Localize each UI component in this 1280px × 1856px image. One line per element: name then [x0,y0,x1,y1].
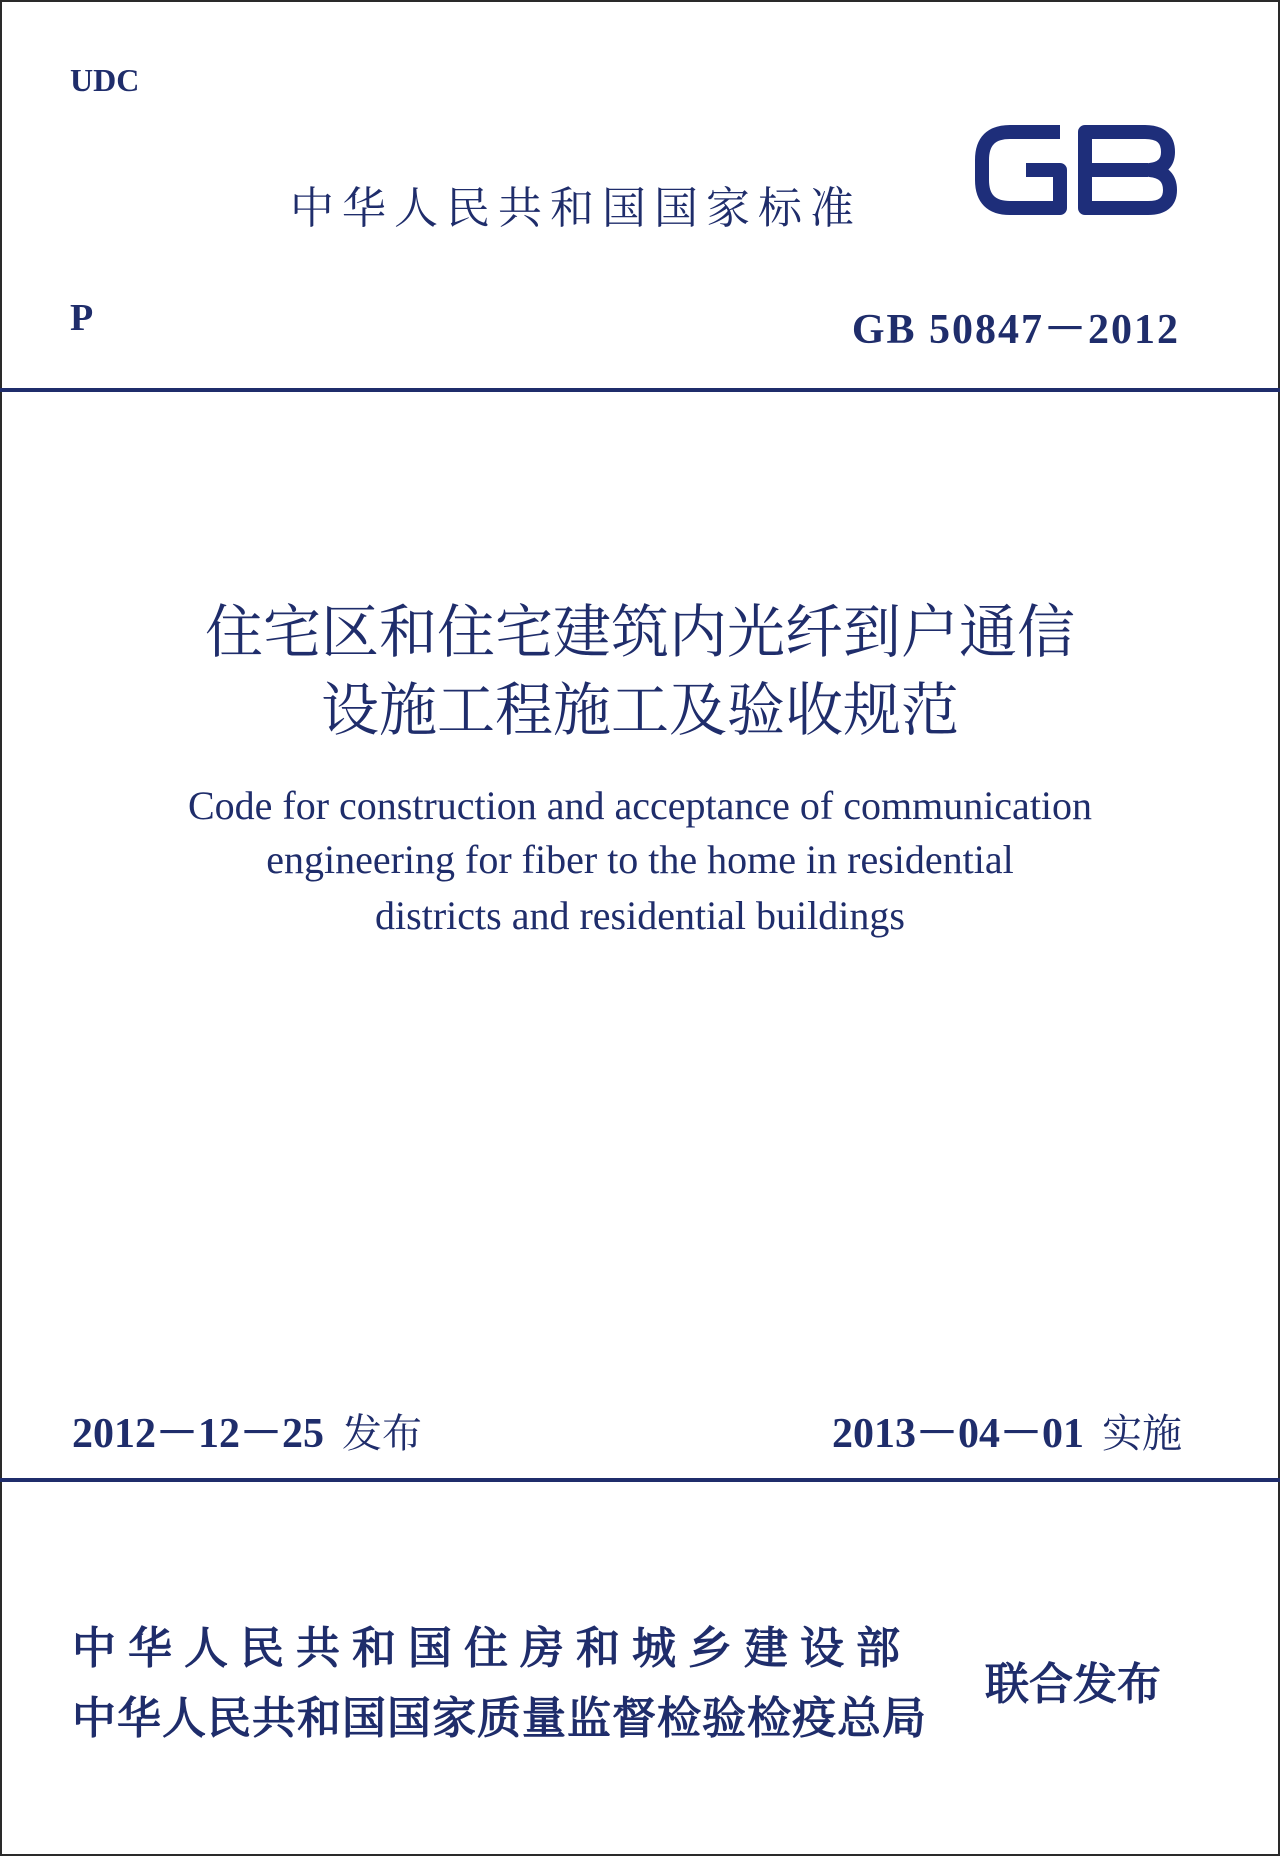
issue-date [72,1400,422,1460]
standard-type: 中华人民共和国国家标准 [290,183,862,234]
title-cn-line-1: 住宅区和住宅建筑内光纤到户通信 [204,598,1075,666]
title-cn-line-2: 设施工程施工及验收规范 [320,676,959,744]
bottom-divider [0,1478,1280,1482]
title-en-line-3: districts and residential buildings [375,893,905,938]
title-en-line-1: Code for construction and acceptance of communication [187,783,1093,828]
issue-date-label: 发布 [342,1411,423,1457]
joint-release-label: 联合发布 [985,1659,1161,1710]
publisher-2: 中华人民共和国国家质量监督检验检疫总局 [72,1693,927,1744]
effective-date-label: 实施 [1102,1411,1182,1457]
gb-logo-text: GB [960,95,985,114]
standard-number: GB 50847－2012 [851,307,1180,353]
udc-label: UDC [70,62,140,98]
effective-date-value: 2013－04－01 [831,1411,1084,1457]
title-en-line-2: engineering for fiber to the home in residential [266,837,1014,882]
classification-code: P [70,297,94,339]
top-divider [0,388,1280,392]
publisher-1: 中华人民共和国住房和城乡建设部 [72,1623,912,1674]
issue-date-value: 2012－12－25 [72,1411,325,1457]
effective-date [832,1400,1182,1460]
gb-logo [960,95,1185,230]
